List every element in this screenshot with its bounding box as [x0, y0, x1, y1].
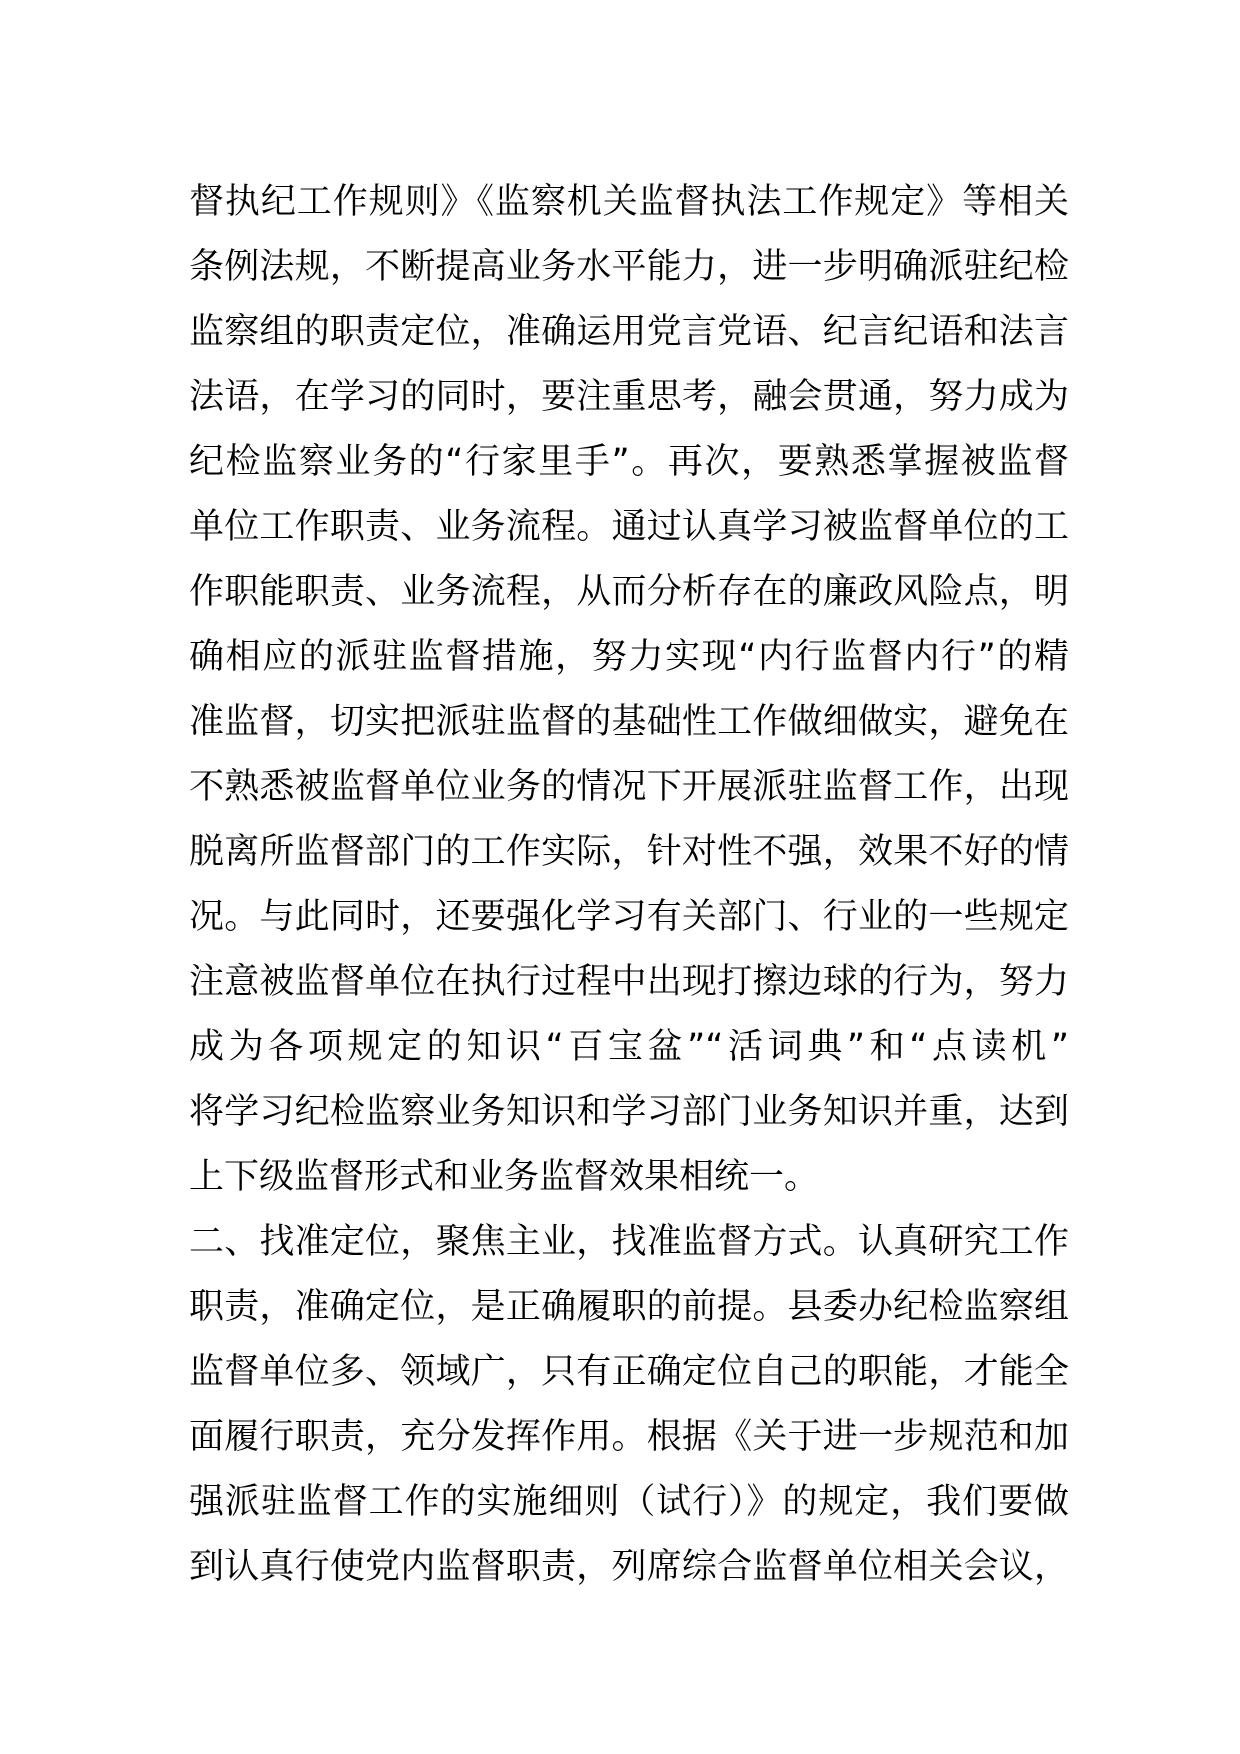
text-line: 到认真行使党内监督职责，列席综合监督单位相关会议，: [189, 1547, 1069, 1587]
text-line: 注意被监督单位在执行过程中出现打擦边球的行为，努力: [189, 962, 1069, 1002]
paragraph-end-line: 上下级监督形式和业务监督效果相统一。: [189, 1157, 820, 1197]
text-line: 条例法规，不断提高业务水平能力，进一步明确派驻纪检: [189, 247, 1069, 287]
text-line: 职责，准确定位，是正确履职的前提。县委办纪检监察组: [189, 1287, 1069, 1327]
text-line: 强派驻监督工作的实施细则（试行）》的规定，我们要做: [189, 1482, 1069, 1522]
section-heading-line: 二、找准定位，聚焦主业，找准监督方式。认真研究工作: [189, 1222, 1069, 1262]
text-line: 法语，在学习的同时，要注重思考，融会贯通，努力成为: [189, 377, 1069, 417]
text-line: 将学习纪检监察业务知识和学习部门业务知识并重，达到: [189, 1092, 1069, 1132]
body-text: [189, 170, 1069, 1600]
text-line: 况。与此同时，还要强化学习有关部门、行业的一些规定: [189, 897, 1069, 937]
text-line: 督执纪工作规则》《监察机关监督执法工作规定》等相关: [189, 182, 1069, 222]
text-line: 脱离所监督部门的工作实际，针对性不强，效果不好的情: [189, 832, 1069, 872]
text-line: 作职能职责、业务流程，从而分析存在的廉政风险点，明: [189, 572, 1069, 612]
text-line: 不熟悉被监督单位业务的情况下开展派驻监督工作，出现: [189, 767, 1069, 807]
text-line: 确相应的派驻监督措施，努力实现“内行监督内行”的精: [189, 637, 1069, 677]
text-line: 监察组的职责定位，准确运用党言党语、纪言纪语和法言: [189, 312, 1069, 352]
text-line: 准监督，切实把派驻监督的基础性工作做细做实，避免在: [189, 702, 1069, 742]
text-line: 监督单位多、领域广，只有正确定位自己的职能，才能全: [189, 1352, 1069, 1392]
text-line: 纪检监察业务的“行家里手”。再次，要熟悉掌握被监督: [189, 442, 1069, 482]
text-line: 面履行职责，充分发挥作用。根据《关于进一步规范和加: [189, 1417, 1069, 1457]
text-line: 成为各项规定的知识“百宝盆”“活词典”和“点读机”: [189, 1027, 1069, 1067]
text-line: 单位工作职责、业务流程。通过认真学习被监督单位的工: [189, 507, 1069, 547]
